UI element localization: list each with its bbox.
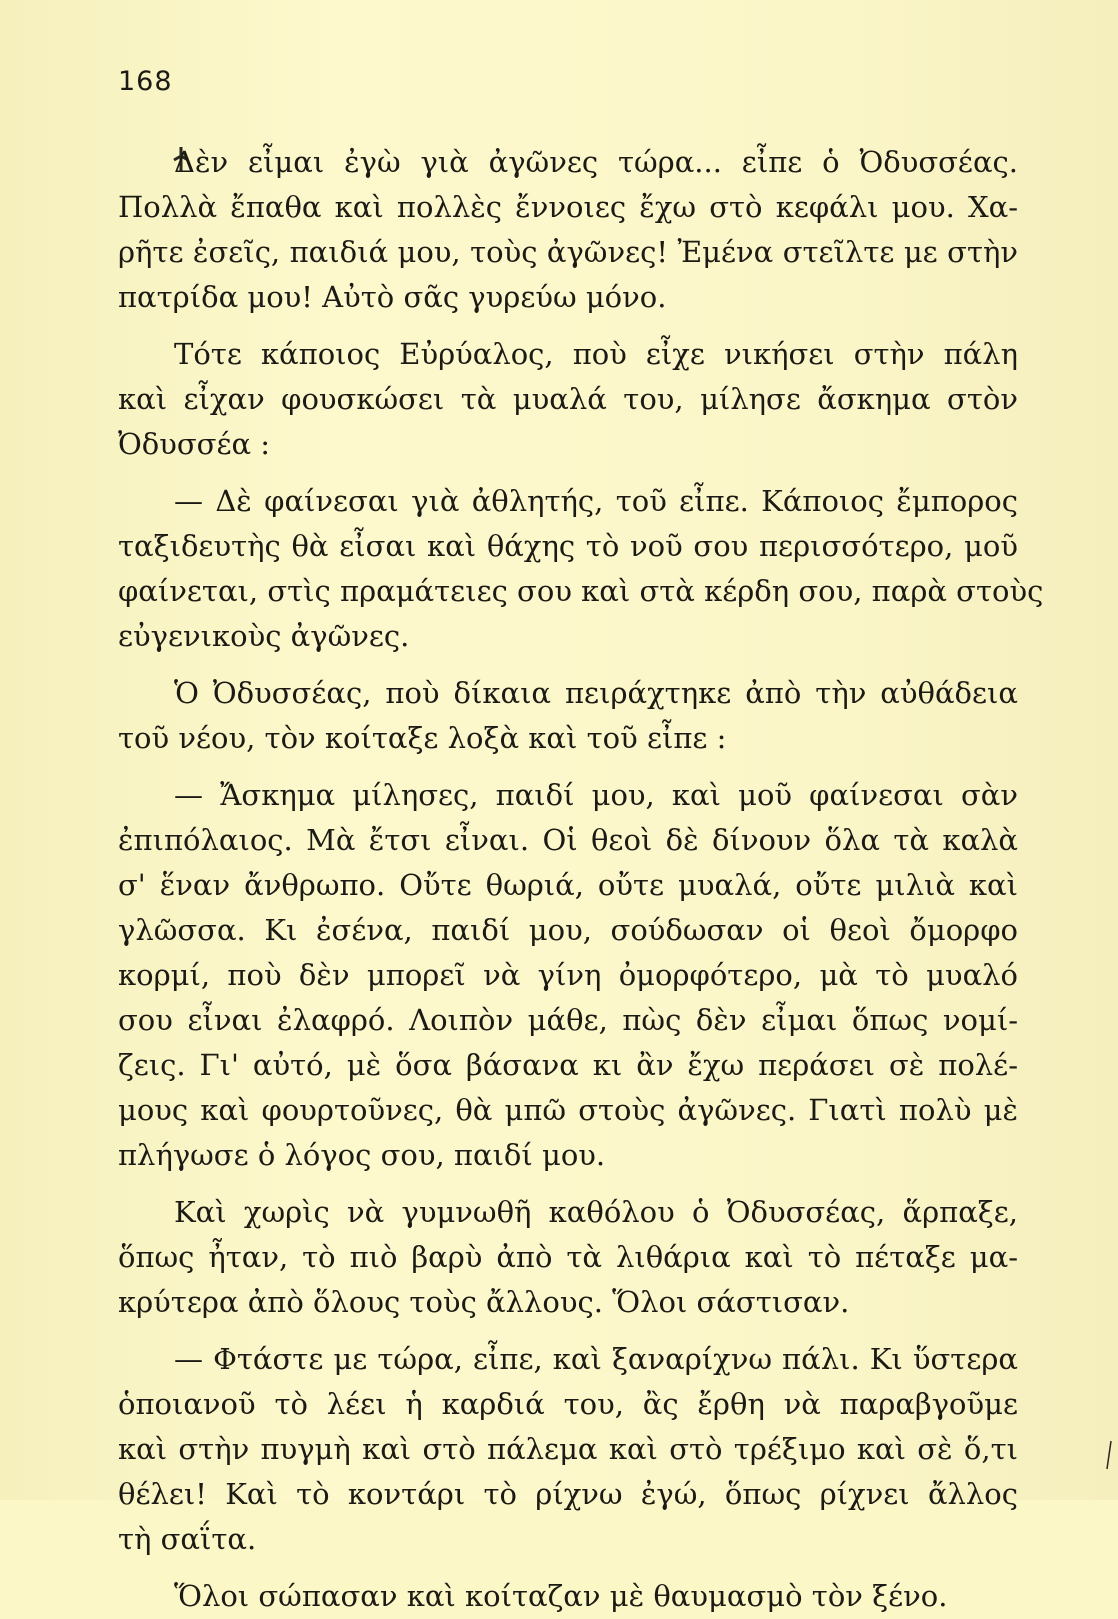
paragraph xyxy=(118,773,1018,1178)
text-line: Καὶ χωρὶς νὰ γυμνωθῆ καθόλου ὁ Ὀδυσσέας, ἅρπαξε, xyxy=(174,1195,1018,1229)
text-line: κορμί, ποὺ δὲν μπορεῖ νὰ γίνη ὀμορφότερο, μὰ τὸ μυαλό xyxy=(118,958,1018,992)
text-line: μους καὶ φουρτοῦνες, θὰ μπῶ στοὺς ἀγῶνες. Γιατὶ πολὺ μὲ xyxy=(118,1093,1018,1127)
paragraph xyxy=(118,1574,1018,1619)
text-line: — Φτάστε με τώρα, εἶπε, καὶ ξαναρίχνω πάλι. Κι ὕστερα xyxy=(174,1342,1018,1376)
paragraph xyxy=(118,1190,1018,1325)
text-line: ὁποιανοῦ τὸ λέει ἡ καρδιά του, ἂς ἔρθη νὰ παραβγοῦμε xyxy=(118,1387,1018,1421)
text-line: ταξιδευτὴς θὰ εἶσαι καὶ θάχης τὸ νοῦ σου περισσότερο, μοῦ xyxy=(118,529,1018,563)
paragraph xyxy=(118,671,1018,761)
paragraph xyxy=(118,479,1044,659)
edge-mark-icon xyxy=(1106,1440,1112,1470)
text-line: Πολλὰ ἔπαθα καὶ πολλὲς ἔννοιες ἔχω στὸ κεφάλι μου. Χα- xyxy=(118,190,1018,224)
text-line: καὶ στὴν πυγμὴ καὶ στὸ πάλεμα καὶ στὸ τρέξιμο καὶ σὲ ὅ,τι xyxy=(118,1432,1018,1466)
text-line: τὴ σαΐτα. xyxy=(118,1522,257,1556)
text-line: Τότε κάποιος Εὐρύαλος, ποὺ εἶχε νικήσει στὴν πάλη xyxy=(174,337,1018,371)
paragraph xyxy=(118,140,1018,320)
text-line: κρύτερα ἀπὸ ὅλους τοὺς ἄλλους. Ὅλοι σάστισαν. xyxy=(118,1285,850,1319)
text-line: πατρίδα μου! Αὐτὸ σᾶς γυρεύω μόνο. xyxy=(118,280,667,314)
paragraph xyxy=(118,1337,1018,1562)
text-line: Ὁ Ὀδυσσέας, ποὺ δίκαια πειράχτηκε ἀπὸ τὴν αὐθάδεια xyxy=(174,676,1018,710)
page-number: 168 xyxy=(118,66,173,97)
text-line: φαίνεται, στὶς πραμάτειες σου καὶ στὰ κέρδη σου, παρὰ στοὺς xyxy=(118,574,1044,608)
text-line: Δὲν εἶμαι ἐγὼ γιὰ ἀγῶνες τώρα... εἶπε ὁ Ὀδυσσέας. xyxy=(174,145,1018,179)
text-line: — Δὲ φαίνεσαι γιὰ ἀθλητής, τοῦ εἶπε. Κάποιος ἔμπορος xyxy=(174,484,1018,518)
paragraph xyxy=(118,332,1018,467)
text-line: γλῶσσα. Κι ἐσένα, παιδί μου, σούδωσαν οἱ θεοὶ ὄμορφο xyxy=(118,913,1018,947)
text-line: εὐγενικοὺς ἀγῶνες. xyxy=(118,619,410,653)
body-text xyxy=(118,140,1044,1619)
text-line: ὅπως ἦταν, τὸ πιὸ βαρὺ ἀπὸ τὰ λιθάρια καὶ τὸ πέταξε μα- xyxy=(118,1240,1018,1274)
text-line: ρῆτε ἐσεῖς, παιδιά μου, τοὺς ἀγῶνες! Ἐμένα στεῖλτε με στὴν xyxy=(118,235,1018,269)
text-line: τοῦ νέου, τὸν κοίταξε λοξὰ καὶ τοῦ εἶπε : xyxy=(118,721,727,755)
text-line: σου εἶναι ἐλαφρό. Λοιπὸν μάθε, πὼς δὲν εἶμαι ὅπως νομί- xyxy=(118,1003,1018,1037)
text-line: σ' ἕναν ἄνθρωπο. Οὔτε θωριά, οὔτε μυαλά, οὔτε μιλιὰ καὶ xyxy=(118,868,1018,902)
text-line: θέλει! Καὶ τὸ κοντάρι τὸ ρίχνω ἐγώ, ὅπως ρίχνει ἄλλος xyxy=(118,1477,1018,1511)
text-line: ἐπιπόλαιος. Μὰ ἔτσι εἶναι. Οἱ θεοὶ δὲ δίνουν ὅλα τὰ καλὰ xyxy=(118,823,1018,857)
text-line: — Ἄσκημα μίλησες, παιδί μου, καὶ μοῦ φαίνεσαι σὰν xyxy=(174,778,1018,812)
text-line: Ὅλοι σώπασαν καὶ κοίταζαν μὲ θαυμασμὸ τὸν ξένο. xyxy=(174,1579,948,1613)
text-line: πλήγωσε ὁ λόγος σου, παιδί μου. xyxy=(118,1138,606,1172)
text-line: Ὀδυσσέα : xyxy=(118,427,271,461)
text-line: καὶ εἶχαν φουσκώσει τὰ μυαλά του, μίλησε ἄσκημα στὸν xyxy=(118,382,1018,416)
text-line: ζεις. Γι' αὐτό, μὲ ὅσα βάσανα κι ἂν ἔχω περάσει σὲ πολέ- xyxy=(118,1048,1018,1082)
